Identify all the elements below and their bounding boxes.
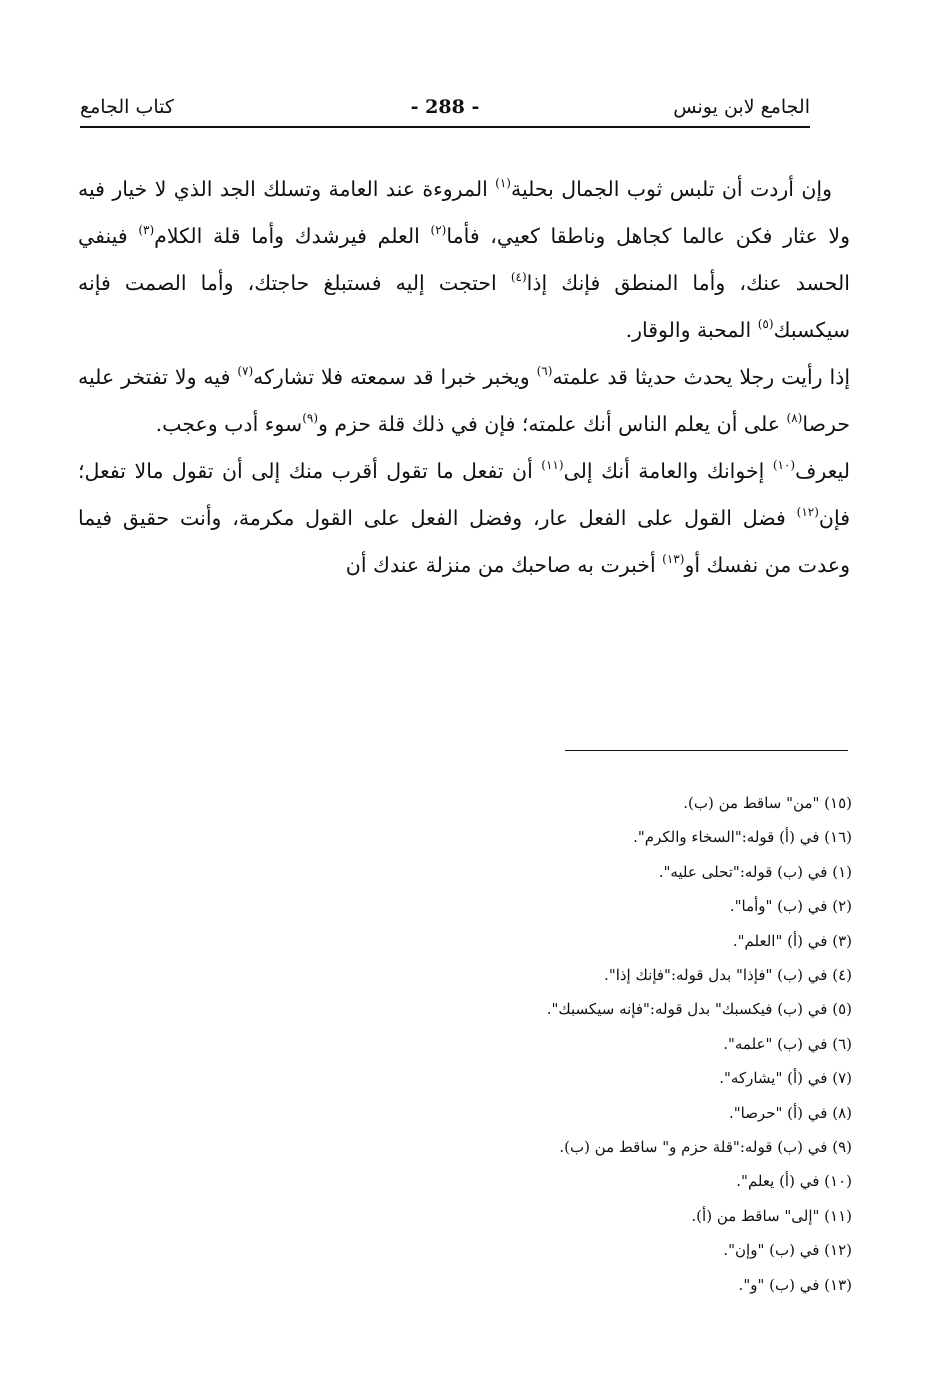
- text-segment: على أن يعلم الناس أنك علمته؛ فإن في ذلك قلة حزم و: [318, 412, 787, 436]
- footnote-marker: (١٢): [796, 505, 819, 519]
- text-segment: سوء أدب وعجب.: [155, 412, 303, 436]
- running-header: [80, 96, 810, 124]
- text-segment: فيه ولا تفتخر عليه حرصا: [78, 365, 850, 436]
- paragraph: [78, 166, 850, 354]
- text-segment: المروءة عند العامة وتسلك الجد الذي لا خيار فيه ولا عثار فكن عالما كجاهل وناطقا كعيي، فأما: [78, 177, 850, 248]
- footnote: (٨) في (أ) "حرصا".: [728, 1103, 852, 1122]
- footnote-marker: (٢): [430, 223, 447, 237]
- text-segment: المحبة والوقار.: [625, 318, 758, 342]
- text-segment: فينفي الحسد عنك، وأما المنطق فإنك إذا: [78, 224, 850, 295]
- text-segment: إذا رأيت رجلا يحدث حديثا قد علمته: [552, 365, 851, 389]
- footnote-marker: (١١): [541, 458, 564, 472]
- text-segment: أن تفعل ما تقول أقرب منك إلى أن تقول مالا تفعل؛ فإن: [78, 459, 850, 530]
- footnote-marker: (١٣): [662, 552, 685, 566]
- text-segment: أخبرت به صاحبك من منزلة عندك أن: [345, 553, 663, 577]
- paragraph: [78, 448, 850, 589]
- footnote: (٩) في (ب) قوله:"قلة حزم و" ساقط من (ب).: [559, 1138, 852, 1157]
- footnote-marker: (١): [495, 176, 511, 190]
- text-segment: العلم فيرشدك وأما قلة الكلام: [154, 224, 431, 248]
- footnote: (١) في (ب) قوله:"تحلى عليه".: [658, 862, 852, 881]
- main-text: [78, 166, 850, 589]
- footnote: (١٦) في (أ) قوله:"السخاء والكرم".: [633, 828, 852, 847]
- text-segment: وإن أردت أن تلبس ثوب الجمال بحلية: [510, 177, 833, 201]
- text-segment: إخوانك والعامة أنك إلى: [563, 459, 773, 483]
- text-segment: احتجت إليه فستبلغ حاجتك، وأما الصمت فإنه سيكسبك: [78, 271, 850, 342]
- footnote: (١٥) "من" ساقط من (ب).: [683, 794, 852, 812]
- footnote: (٥) في (ب) فيكسبك" بدل قوله:"فإنه سيكسبك".: [546, 1000, 852, 1019]
- footnote: (١٢) في (ب) "وإن".: [723, 1241, 852, 1260]
- footnote-marker: (٤): [510, 270, 527, 284]
- header-book-author: الجامع لابن يونس: [673, 96, 810, 118]
- text-segment: ويخبر خبرا قد سمعته فلا تشاركه: [253, 365, 537, 389]
- footnote: (١٠) في (أ) يعلم".: [736, 1172, 852, 1191]
- footnote: (٢) في (ب) "وأما".: [729, 897, 852, 916]
- footnote-marker: (٣): [138, 223, 155, 237]
- footnote-marker: (٨): [786, 411, 803, 425]
- footnote: (١١) "إلى" ساقط من (أ).: [691, 1206, 852, 1225]
- page-number: - 288 -: [410, 96, 480, 118]
- text-segment: ليعرف: [795, 459, 850, 483]
- footnote-marker: (٩): [302, 411, 319, 425]
- header-chapter-title: كتاب الجامع: [80, 96, 174, 118]
- footnotes-list: [332, 786, 852, 1302]
- footnote: (٦) في (ب) "علمه".: [723, 1034, 852, 1053]
- text-segment: فضل القول على الفعل عار، وفضل الفعل على القول مكرمة، وأنت حقيق فيما وعدت من نفسك أو: [78, 506, 850, 577]
- footnote-marker: (٥): [757, 317, 774, 331]
- footnote-separator: [565, 750, 848, 751]
- footnote: (٤) في (ب) "فإذا" بدل قوله:"فإنك إذا".: [604, 966, 852, 985]
- header-rule: [80, 126, 810, 128]
- footnote-marker: (١٠): [772, 458, 796, 472]
- footnote: (٣) في (أ) "العلم".: [732, 931, 852, 950]
- footnote: (٧) في (أ) "يشاركه".: [719, 1069, 852, 1088]
- footnote-marker: (٦): [536, 364, 553, 378]
- paragraph: [78, 354, 850, 448]
- footnote-marker: (٧): [237, 364, 254, 378]
- footnote: (١٣) في (ب) "و".: [738, 1275, 852, 1294]
